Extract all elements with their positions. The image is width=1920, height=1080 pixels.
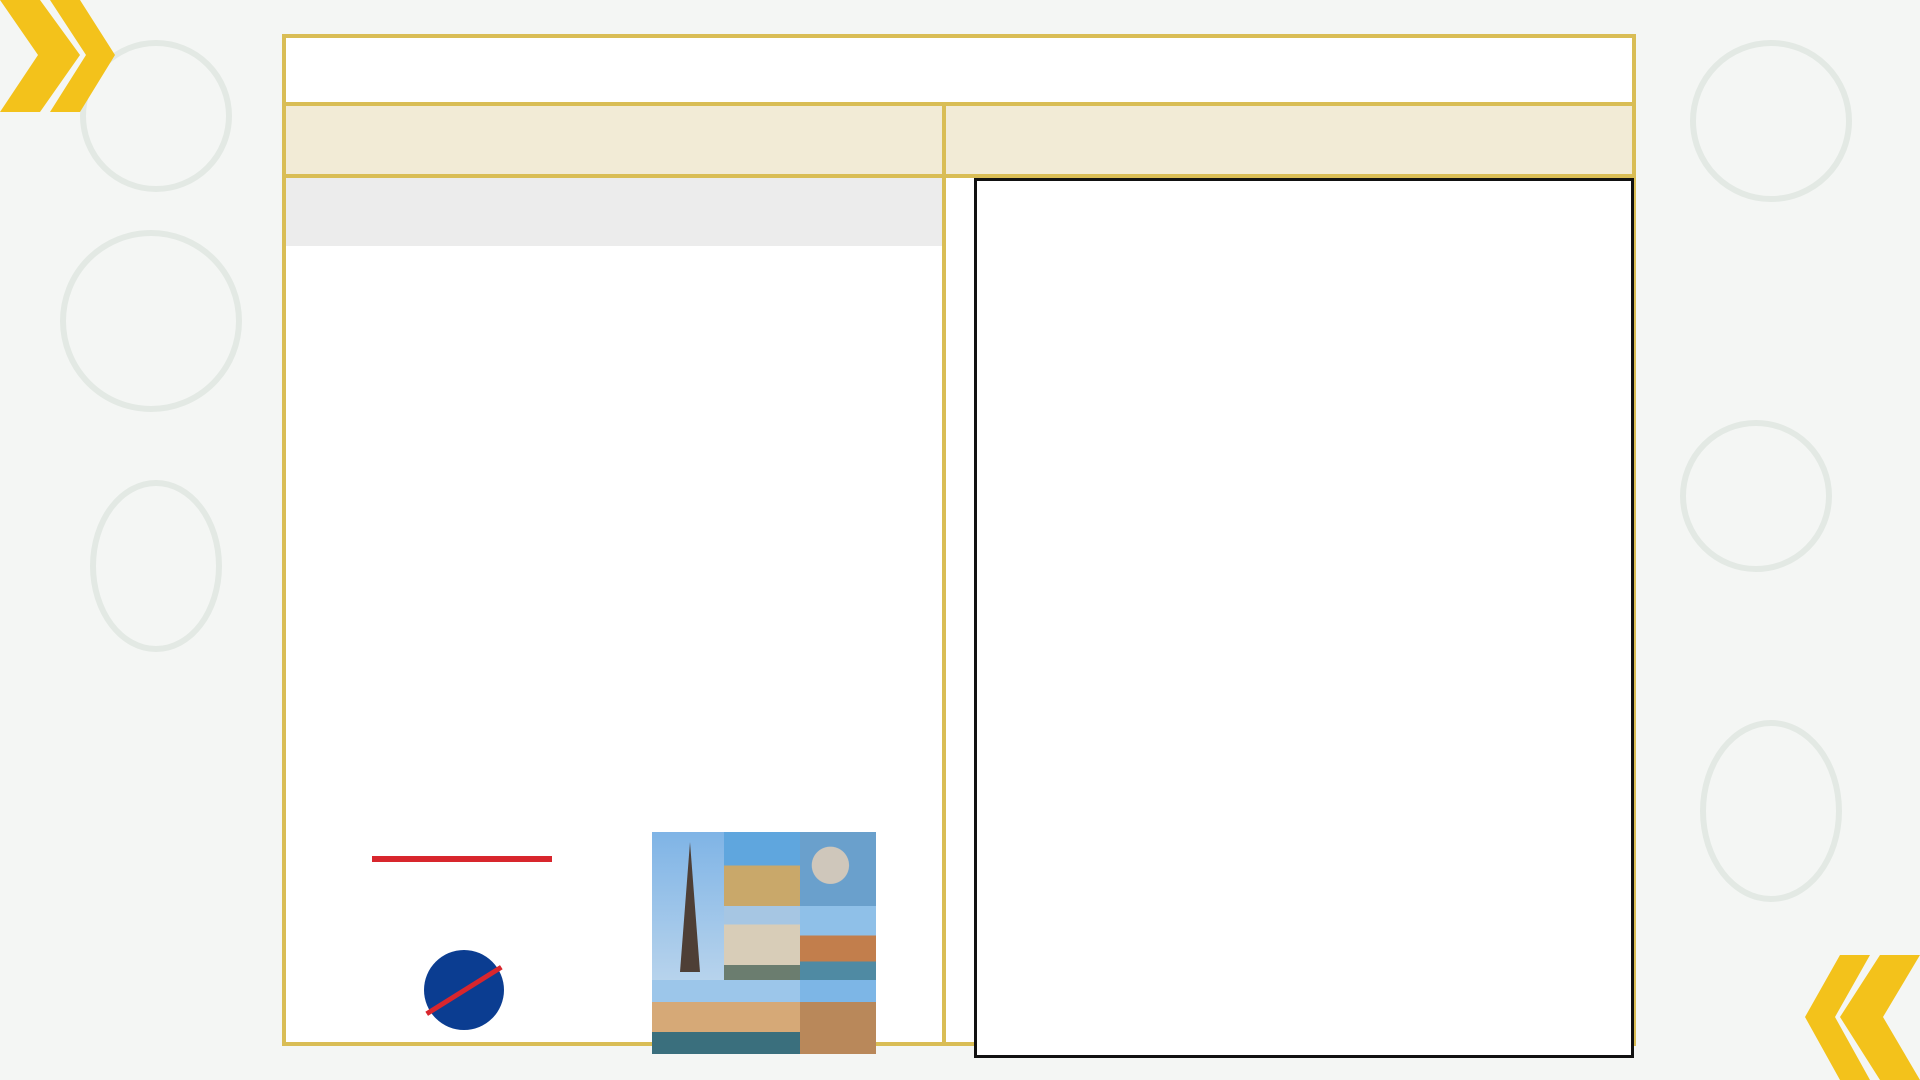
parthenon-photo [724,832,800,906]
calendar-panel [282,34,1636,1046]
david-statue-photo [800,832,876,906]
florence-dome-photo [800,906,876,980]
weekday-header-row [286,178,942,246]
background-doodle [1700,720,1842,902]
europe-photo-collage [652,832,876,1054]
month-header [286,106,942,178]
contents-header [946,106,1632,178]
space-center-logo [372,856,552,865]
colosseum-photo [800,980,876,1054]
quote-banner [286,38,1632,106]
background-doodle [60,230,242,412]
space-center-subtitle [372,856,552,862]
nasa-logo [424,950,504,1030]
chevron-left-icon [1805,955,1920,1080]
venice-building-photo [724,906,800,980]
chevron-right-icon [0,0,115,115]
nasa-swoosh-icon [425,965,502,1016]
background-doodle [1680,420,1832,572]
column-divider [942,106,946,1046]
eiffel-tower-photo [652,832,724,980]
background-doodle [90,480,222,652]
background-doodle [1690,40,1852,202]
contents-table [974,178,1634,1058]
venice-canal-photo [652,980,800,1054]
